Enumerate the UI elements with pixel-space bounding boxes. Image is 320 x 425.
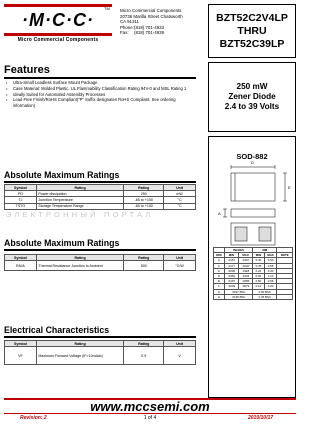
part-number-end: BZT52C39LP <box>219 37 285 50</box>
table-row: D .0354 .0433 0.90 1.10 <box>214 273 293 278</box>
dim-label-a: A <box>218 211 221 216</box>
bullet-icon: • <box>6 85 8 91</box>
address-line: CA 91311 <box>120 19 139 25</box>
feature-item: • Case Material: Molded Plastic. UL Flammability Classification Rating 94V-0 and MSL Rating 1 <box>6 85 187 91</box>
table-row: A .0157 .0197 0.40 0.50 <box>214 258 293 263</box>
table-row: F .0039 .0079 0.10 0.20 <box>214 284 293 289</box>
electrical-characteristics-title: Electrical Characteristics <box>4 325 110 335</box>
phone-label: Phone: <box>120 24 134 30</box>
dims-header-row: DIM MIN MAX MIN MAX NOTE <box>214 253 293 258</box>
phone-number: (818) 701-4933 <box>134 24 165 30</box>
table-row: H .0138 BSC 0.35 BSC <box>214 294 293 299</box>
product-description-box <box>208 62 296 132</box>
table-row: TJ Junction Temperature -65 to +150 °C <box>5 197 196 203</box>
watermark-text: ЭЛЕКТРОННЫЙ ПОРТАЛ <box>6 210 154 219</box>
features-list <box>6 80 196 109</box>
bullet-icon: • <box>6 80 8 85</box>
dims-units-row: INCHES MM <box>214 248 293 253</box>
bullet-icon: • <box>6 91 8 97</box>
thermal-ratings-table <box>4 254 196 271</box>
feature-item: • Ideally Suited for Automated Assembly Processes <box>6 91 106 97</box>
logo-bottom-bar <box>4 33 112 36</box>
device-type: Zener Diode <box>228 92 276 101</box>
revision-label: Revision: 2 <box>20 415 47 421</box>
features-divider <box>4 77 196 79</box>
logo-top-bar <box>4 4 112 7</box>
fax-number: (818) 701-4939 <box>134 30 165 36</box>
table-row: b .0177 .0220 0.45 0.55 <box>214 263 293 268</box>
address-line: 20736 Marilla Street Chatsworth <box>120 13 183 19</box>
page-number: 1 of 4 <box>143 415 157 421</box>
table-header-row: Symbol Rating Rating Unit <box>5 255 196 261</box>
dim-label-e: E <box>288 185 291 190</box>
trademark: TM <box>104 6 110 11</box>
abs-max-divider <box>4 181 196 183</box>
feature-item: • Lead Free Finish/RoHS Compliant("P" Suffix designates RoHS Compliant. See ordering information) <box>6 97 176 108</box>
table-header-row: Symbol Rating Rating Unit <box>5 341 196 347</box>
table-header-row: Symbol Rating Rating Unit <box>5 185 196 191</box>
table-row: TSTG Storage Temperature Range -65 to +150 °C <box>5 203 196 209</box>
footer-bottom-rule <box>4 413 296 414</box>
revision-date: 2010/10/17 <box>248 415 274 421</box>
abs-max-ratings-title: Absolute Maximum Ratings <box>4 170 120 180</box>
features-title: Features <box>4 64 50 76</box>
table-row: E .0197 .0256 0.50 0.65 <box>214 279 293 284</box>
logo-subtitle: Micro Commercial Components <box>17 37 99 43</box>
package-drawing-box <box>208 136 296 398</box>
feature-item: • Ultra-Small Leadless Surface Mount Package <box>6 80 98 85</box>
part-number-start: BZT52C2V4LP <box>216 11 288 24</box>
power-rating: 250 mW <box>236 82 268 91</box>
dimensions-table <box>213 247 293 300</box>
fax-row <box>120 30 200 36</box>
abs-max-ratings-title-2: Absolute Maximum Ratings <box>4 238 120 248</box>
part-number-thru: THRU <box>237 24 267 37</box>
table-row: PD Power dissipation 250 mW <box>5 191 196 197</box>
table-row: VF Maximum Forward Voltage (IF=10mAdc) 0.9 V <box>5 347 196 365</box>
table-row: RθJA Thermal Resistance Junction to Ambient 500 °C/W <box>5 261 196 271</box>
abs-max-ratings-table <box>4 184 196 210</box>
table-row: C .0095 .0118 0.24 0.30 <box>214 268 293 273</box>
bullet-icon: • <box>6 97 8 103</box>
package-title: SOD-882 <box>236 152 268 161</box>
logo-text: ·M·C·C· <box>22 10 94 30</box>
fax-label: Fax: <box>120 30 129 36</box>
abs-max-divider-2 <box>4 249 196 251</box>
company-address <box>120 8 200 36</box>
address-line: Micro Commercial Components <box>120 8 182 13</box>
dim-label-d: D <box>251 160 254 165</box>
part-number-box <box>208 4 296 58</box>
voltage-range: 2.4 to 39 Volts <box>224 102 280 111</box>
table-row: G .0197 BSC 0.50 BSC <box>214 289 293 294</box>
electrical-divider <box>4 336 196 338</box>
website-link[interactable]: www.mccsemi.com <box>90 399 210 414</box>
electrical-table <box>4 340 196 365</box>
